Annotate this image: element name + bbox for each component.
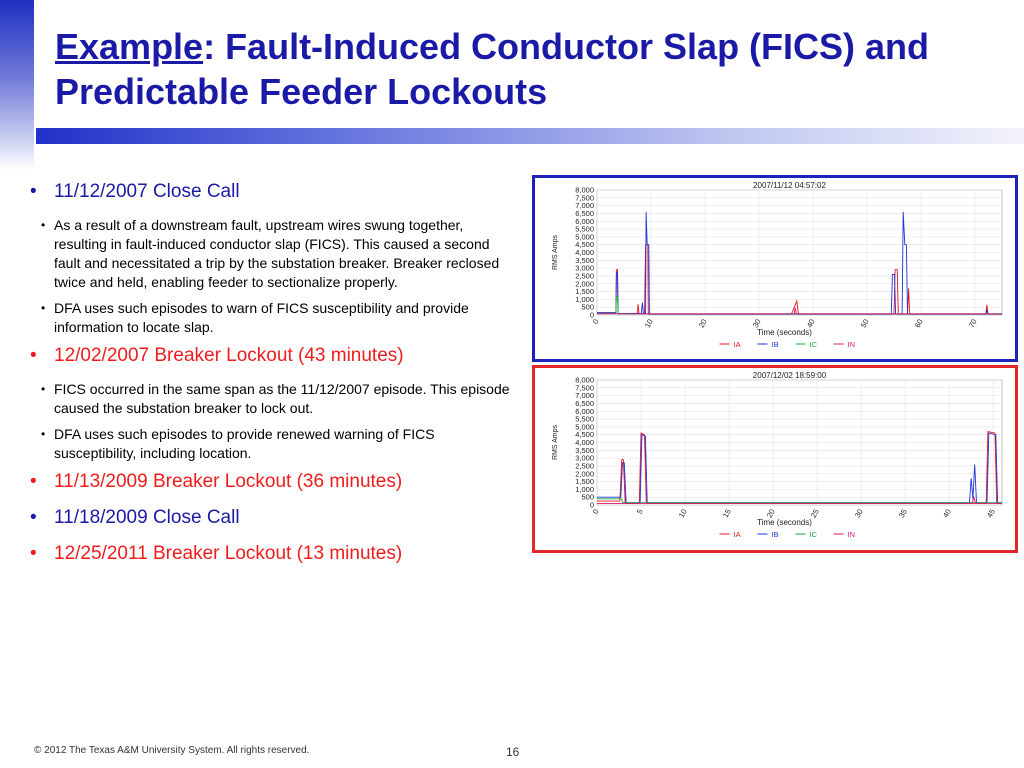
y-tick-label: 7,000 (575, 201, 594, 211)
y-tick-label: 8,000 (575, 375, 594, 385)
bullet-text: DFA uses such episodes to provide renewed warning of FICS susceptibility, including location. (54, 426, 435, 461)
x-tick-label: 50 (858, 317, 871, 330)
bullet-text: 11/18/2009 Close Call (54, 507, 240, 528)
y-tick-label: 0 (589, 310, 594, 320)
y-tick-label: 5,000 (575, 232, 594, 242)
legend-label: IC (809, 530, 817, 539)
bullet-dot-icon: • (41, 218, 46, 232)
y-tick-label: 0 (589, 500, 594, 510)
x-axis-label: Time (seconds) (757, 518, 812, 527)
bullet-dot-icon: • (30, 471, 37, 492)
y-tick-label: 5,500 (575, 224, 594, 234)
bullet-dot-icon: • (30, 543, 37, 564)
bullet-item (26, 344, 510, 368)
title-example-word: Example (55, 26, 204, 67)
bullet-item (26, 506, 510, 530)
bullet-dot-icon: • (41, 382, 46, 396)
slide-title (55, 24, 1005, 114)
x-tick-label: 60 (912, 317, 925, 330)
y-tick-label: 3,000 (575, 453, 594, 463)
x-tick-label: 70 (966, 317, 979, 330)
y-tick-label: 1,500 (575, 287, 594, 297)
x-tick-label: 20 (764, 507, 777, 520)
y-tick-label: 2,000 (575, 279, 594, 289)
bullet-text: 11/13/2009 Breaker Lockout (36 minutes) (54, 471, 403, 492)
y-tick-label: 1,500 (575, 477, 594, 487)
y-tick-label: 6,000 (575, 216, 594, 226)
y-tick-label: 4,000 (575, 438, 594, 447)
bullet-dot-icon: • (41, 301, 46, 315)
bullet-item (26, 542, 510, 566)
x-tick-label: 0 (590, 317, 601, 326)
y-tick-label: 1,000 (575, 294, 594, 304)
y-tick-label: 6,000 (575, 406, 594, 416)
current-waveform-chart-2 (535, 368, 1015, 550)
y-tick-label: 5,000 (575, 422, 594, 432)
bullet-text: 12/02/2007 Breaker Lockout (43 minutes) (54, 345, 404, 366)
x-tick-label: 40 (804, 317, 817, 330)
bullet-dot-icon: • (30, 507, 37, 528)
legend-label: IC (809, 340, 817, 349)
title-accent-stripe (0, 0, 34, 170)
y-tick-label: 4,000 (575, 248, 594, 257)
x-tick-label: 25 (808, 507, 821, 520)
x-tick-label: 0 (590, 507, 601, 516)
y-tick-label: 2,000 (575, 469, 594, 479)
y-tick-label: 7,500 (575, 193, 594, 203)
bullet-text: 11/12/2007 Close Call (54, 181, 240, 202)
legend-label: IB (771, 340, 779, 349)
y-tick-label: 2,500 (575, 461, 594, 471)
title-underline-bar (36, 128, 1024, 144)
bullet-dot-icon: • (30, 181, 37, 202)
footer-copyright: © 2012 The Texas A&M University System. All rights reserved. (34, 745, 310, 756)
x-tick-label: 30 (852, 507, 865, 520)
x-tick-label: 30 (750, 317, 763, 330)
sub-bullet-item (26, 380, 510, 418)
chart-title: 2007/11/12 04:57:02 (753, 181, 826, 190)
y-tick-label: 1,000 (575, 484, 594, 494)
x-tick-label: 45 (984, 507, 997, 520)
legend-label: IB (771, 530, 779, 539)
y-tick-label: 5,500 (575, 414, 594, 424)
bullet-text: As a result of a downstream fault, upstream wires swung together, resulting in fault-induced conductor slap (FICS). This caused a second fault and necessitated a trip by the substation breaker. Breaker reclosed twice and held, enabling feeder to sectionalize properly. (54, 217, 500, 290)
bullet-text: DFA uses such episodes to warn of FICS susceptibility and provide information to locate slap. (54, 300, 469, 335)
bullet-item (26, 470, 510, 494)
title-text: : Fault-Induced Conductor Slap (FICS) and Predictable Feeder Lockouts (55, 26, 930, 112)
legend-label: IA (733, 530, 741, 539)
y-tick-label: 3,500 (575, 255, 594, 265)
page-number: 16 (506, 745, 520, 759)
chart-title: 2007/12/02 18:59:00 (752, 371, 827, 380)
y-tick-label: 6,500 (575, 398, 594, 408)
bullet-item (26, 180, 510, 204)
bullet-dot-icon: • (41, 427, 46, 441)
legend-label: IN (847, 530, 855, 539)
y-tick-label: 6,500 (575, 208, 594, 218)
y-tick-label: 3,500 (575, 445, 594, 455)
x-tick-label: 15 (720, 507, 733, 520)
y-tick-label: 500 (581, 302, 594, 312)
sub-bullet-item (26, 299, 510, 337)
chart-frame-1 (532, 175, 1018, 362)
y-tick-label: 2,500 (575, 271, 594, 281)
x-axis-label: Time (seconds) (757, 328, 812, 337)
y-tick-label: 8,000 (575, 185, 594, 195)
y-tick-label: 4,500 (575, 240, 594, 250)
current-waveform-chart-1 (535, 178, 1015, 359)
legend-label: IA (733, 340, 741, 349)
bullet-text: FICS occurred in the same span as the 11/12/2007 episode. This episode caused the substation breaker to lock out. (54, 381, 510, 416)
y-axis-label: RMS Amps (552, 234, 559, 271)
bullet-list (26, 180, 510, 578)
y-tick-label: 500 (581, 492, 594, 502)
sub-bullet-item (26, 216, 510, 292)
x-tick-label: 10 (642, 317, 655, 330)
y-tick-label: 7,500 (575, 383, 594, 393)
sub-bullet-item (26, 425, 510, 463)
y-tick-label: 4,500 (575, 430, 594, 440)
x-tick-label: 20 (696, 317, 709, 330)
y-tick-label: 7,000 (575, 391, 594, 401)
y-tick-label: 3,000 (575, 263, 594, 273)
legend-label: IN (847, 340, 855, 349)
chart-frame-2 (532, 365, 1018, 553)
x-tick-label: 10 (676, 507, 689, 520)
x-tick-label: 5 (634, 507, 645, 516)
bullet-text: 12/25/2011 Breaker Lockout (13 minutes) (54, 543, 403, 564)
bullet-dot-icon: • (30, 345, 37, 366)
y-axis-label: RMS Amps (552, 424, 559, 461)
x-tick-label: 35 (896, 507, 909, 520)
x-tick-label: 40 (940, 507, 953, 520)
